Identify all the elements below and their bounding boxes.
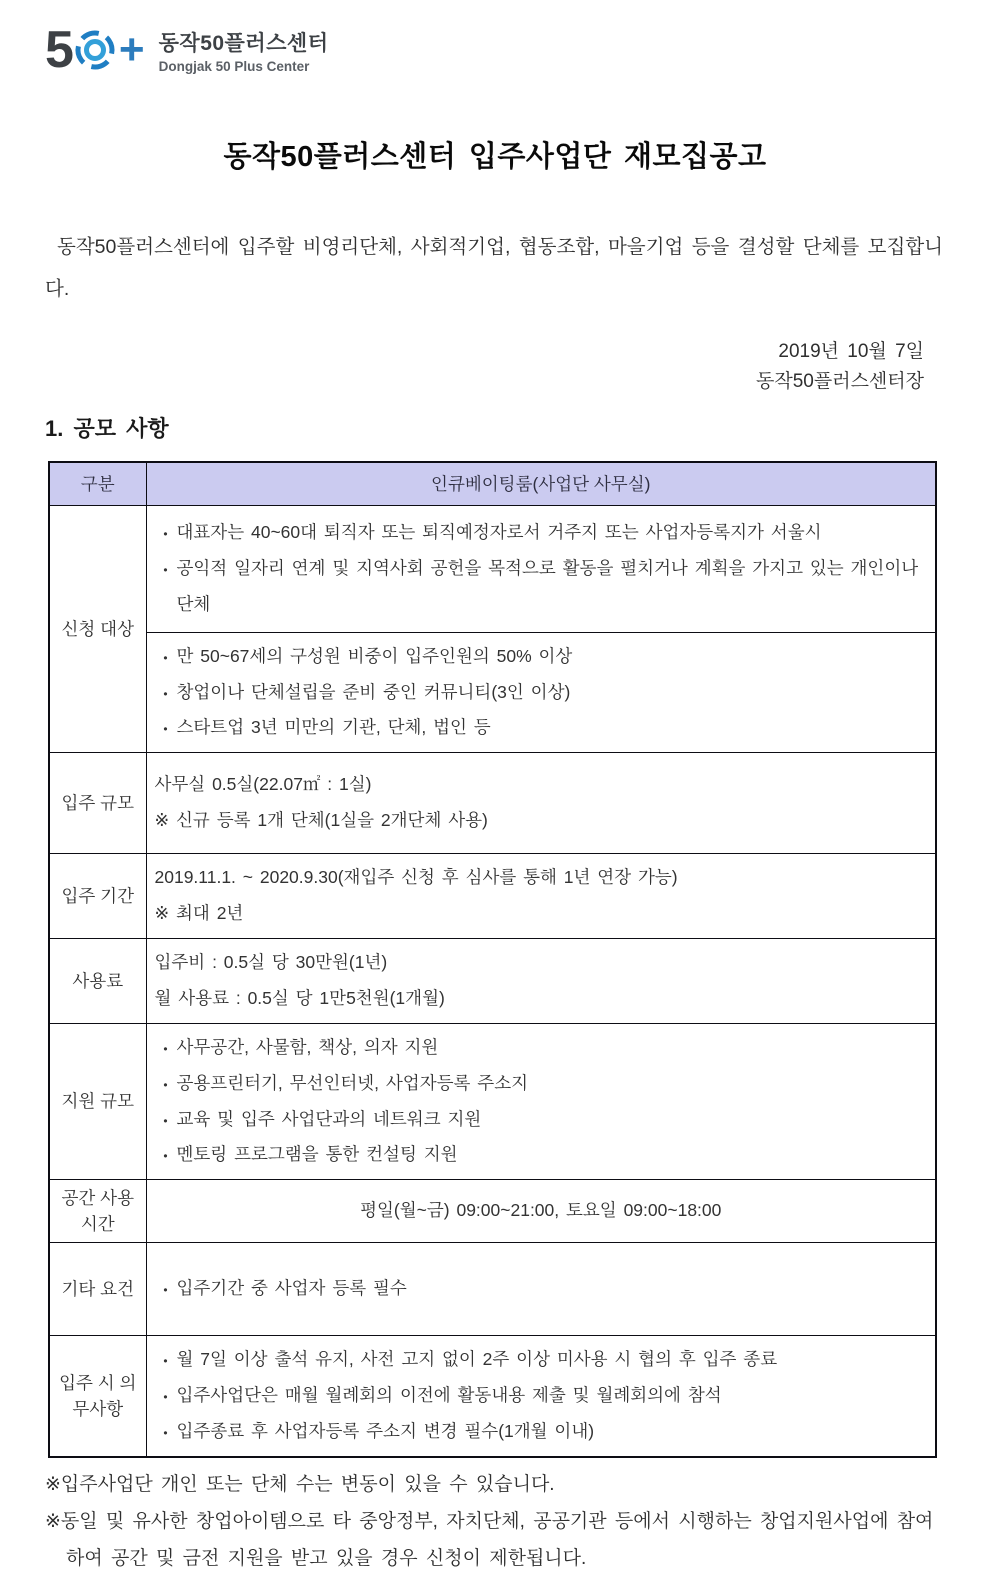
row-label: 공간 사용시간 xyxy=(49,1180,146,1243)
content-line xyxy=(155,1102,926,1138)
content-line: 월 사용료 : 0.5실 당 1만5천원(1개월) xyxy=(154,987,445,1008)
logo-50plus-mark xyxy=(45,21,145,79)
footnote: ※동일 및 유사한 창업아이템으로 타 중앙정부, 자치단체, 공공기관 등에서 시행하는 창업지원사업에 참여하여 공간 및 금전 지원을 받고 있을 경우 신청이 제한됩니다. xyxy=(45,1510,934,1569)
table-row xyxy=(49,1243,936,1336)
content-line xyxy=(155,639,926,675)
bullet-icon: • xyxy=(163,1149,168,1164)
row-label: 입주 기간 xyxy=(49,854,146,939)
table-row xyxy=(49,1180,936,1243)
row-label: 기타 요건 xyxy=(49,1243,146,1336)
announcement-table xyxy=(48,461,937,1458)
row-content-cell xyxy=(146,1243,936,1336)
bullet-icon: • xyxy=(163,1113,168,1128)
center-logo xyxy=(0,0,990,79)
bullet-icon: • xyxy=(163,1426,168,1440)
table-row xyxy=(49,505,936,632)
content-line xyxy=(155,710,926,746)
bullet-icon: • xyxy=(163,1077,168,1092)
table-row xyxy=(49,753,936,854)
bullet-text: 대표자는 40~60대 퇴직자 또는 퇴직예정자로서 거주지 또는 사업자등록지가 서울시 xyxy=(176,521,822,542)
table-header-row xyxy=(49,462,936,506)
row-label: 신청 대상 xyxy=(49,505,146,753)
content-line: 입주비 : 0.5실 당 30만원(1년) xyxy=(154,952,388,972)
bullet-text: 멘토링 프로그램을 통한 컨설팅 지원 xyxy=(176,1144,458,1165)
row-content-cell xyxy=(146,753,936,854)
bullet-text: 입주종료 후 사업자등록 주소지 변경 필수(1개월 이내) xyxy=(176,1421,595,1441)
bullet-text: 스타트업 3년 미만의 기관, 단체, 법인 등 xyxy=(176,717,491,738)
bullet-icon: • xyxy=(163,562,168,577)
bullet-icon: • xyxy=(163,1041,168,1056)
bullet-text: 창업이나 단체설립을 준비 중인 커뮤니티(3인 이상) xyxy=(176,681,571,702)
bullet-text: 사무공간, 사물함, 책상, 의자 지원 xyxy=(176,1036,439,1057)
bullet-text: 교육 및 입주 사업단과의 네트워크 지원 xyxy=(176,1108,482,1129)
content-line xyxy=(155,1271,926,1307)
bullet-text: 월 7일 이상 출석 유지, 사전 고지 없이 2주 이상 미사용 시 협의 후 입주 종료 xyxy=(176,1349,778,1370)
row-content-cell xyxy=(146,505,936,632)
bullet-icon: • xyxy=(163,526,168,541)
row-content-cell xyxy=(146,939,936,1024)
bullet-text: 공용프린터기, 무선인터넷, 사업자등록 주소지 xyxy=(176,1072,529,1093)
table-header-incubating-room: 인큐베이팅룸(사업단 사무실) xyxy=(146,462,936,506)
logo-number: 5 xyxy=(45,21,72,79)
content-line xyxy=(155,1414,926,1450)
row-label: 입주 시 의무사항 xyxy=(49,1336,146,1457)
bullet-text: 공익적 일자리 연계 및 지역사회 공헌을 목적으로 활동을 펼치거나 계획을 가지고 있는 개인이나 단체 xyxy=(176,557,919,614)
row-content-cell xyxy=(146,1023,936,1180)
row-content-cell xyxy=(146,1336,936,1457)
section-heading: 1. 공모 사항 xyxy=(45,415,169,441)
logo-title-korean: 동작50플러스센터 xyxy=(158,31,329,55)
content-line xyxy=(155,515,926,551)
footnote: ※입주사업단 개인 또는 단체 수는 변동이 있을 수 있습니다. xyxy=(45,1473,555,1495)
row-label: 입주 규모 xyxy=(49,753,146,854)
table-row xyxy=(49,939,936,1024)
bullet-icon: • xyxy=(163,1390,168,1405)
announcement-signer: 동작50플러스센터장 xyxy=(756,371,924,393)
table-row xyxy=(49,1023,936,1180)
content-line xyxy=(155,1066,926,1102)
announcement-date: 2019년 10월 7일 xyxy=(778,340,924,362)
table-header-category: 구분 xyxy=(49,462,146,506)
table-row xyxy=(49,1336,936,1457)
content-line: 2019.11.1. ~ 2020.9.30(재입주 신청 후 심사를 통해 1년 연장 가능) xyxy=(154,867,678,888)
content-line: 평일(월~금) 09:00~21:00, 토요일 09:00~18:00 xyxy=(360,1200,722,1221)
document-title: 동작50플러스센터 입주사업단 재모집공고 xyxy=(223,141,767,173)
logo-plus-sign: + xyxy=(118,25,145,74)
bullet-icon: • xyxy=(163,686,168,701)
content-line: ※ 신규 등록 1개 단체(1실을 2개단체 사용) xyxy=(154,810,488,831)
bullet-icon: • xyxy=(163,722,168,737)
bullet-icon: • xyxy=(163,1354,168,1369)
footnotes-block xyxy=(45,1466,950,1577)
bullet-text: 만 50~67세의 구성원 비중이 입주인원의 50% 이상 xyxy=(176,645,573,666)
logo-target-circle-icon xyxy=(73,28,117,72)
bullet-icon: • xyxy=(163,1283,168,1298)
content-line xyxy=(155,1342,926,1378)
table-row xyxy=(49,632,936,753)
row-label: 지원 규모 xyxy=(49,1023,146,1180)
intro-paragraph: 동작50플러스센터에 입주할 비영리단체, 사회적기업, 협동조합, 마을기업 등을 결성할 단체를 모집합니다. xyxy=(45,236,944,300)
row-label: 사용료 xyxy=(49,939,146,1024)
date-signature-block xyxy=(0,337,990,398)
content-line: 사무실 0.5실(22.07㎡ : 1실) xyxy=(154,774,372,795)
row-content-cell xyxy=(146,1180,936,1243)
content-line xyxy=(155,1378,926,1414)
logo-text-block xyxy=(159,27,329,74)
row-content-cell xyxy=(146,854,936,939)
row-content-cell xyxy=(146,632,936,753)
table-row xyxy=(49,854,936,939)
bullet-text: 입주기간 중 사업자 등록 필수 xyxy=(176,1278,407,1299)
content-line xyxy=(155,1137,926,1173)
content-line xyxy=(155,551,926,623)
logo-title-english: Dongjak 50 Plus Center xyxy=(158,58,310,74)
content-line xyxy=(155,1030,926,1066)
bullet-icon: • xyxy=(163,650,168,665)
content-line xyxy=(155,675,926,711)
content-line: ※ 최대 2년 xyxy=(154,903,244,924)
bullet-text: 입주사업단은 매월 월례회의 이전에 활동내용 제출 및 월례회의에 참석 xyxy=(176,1385,722,1406)
